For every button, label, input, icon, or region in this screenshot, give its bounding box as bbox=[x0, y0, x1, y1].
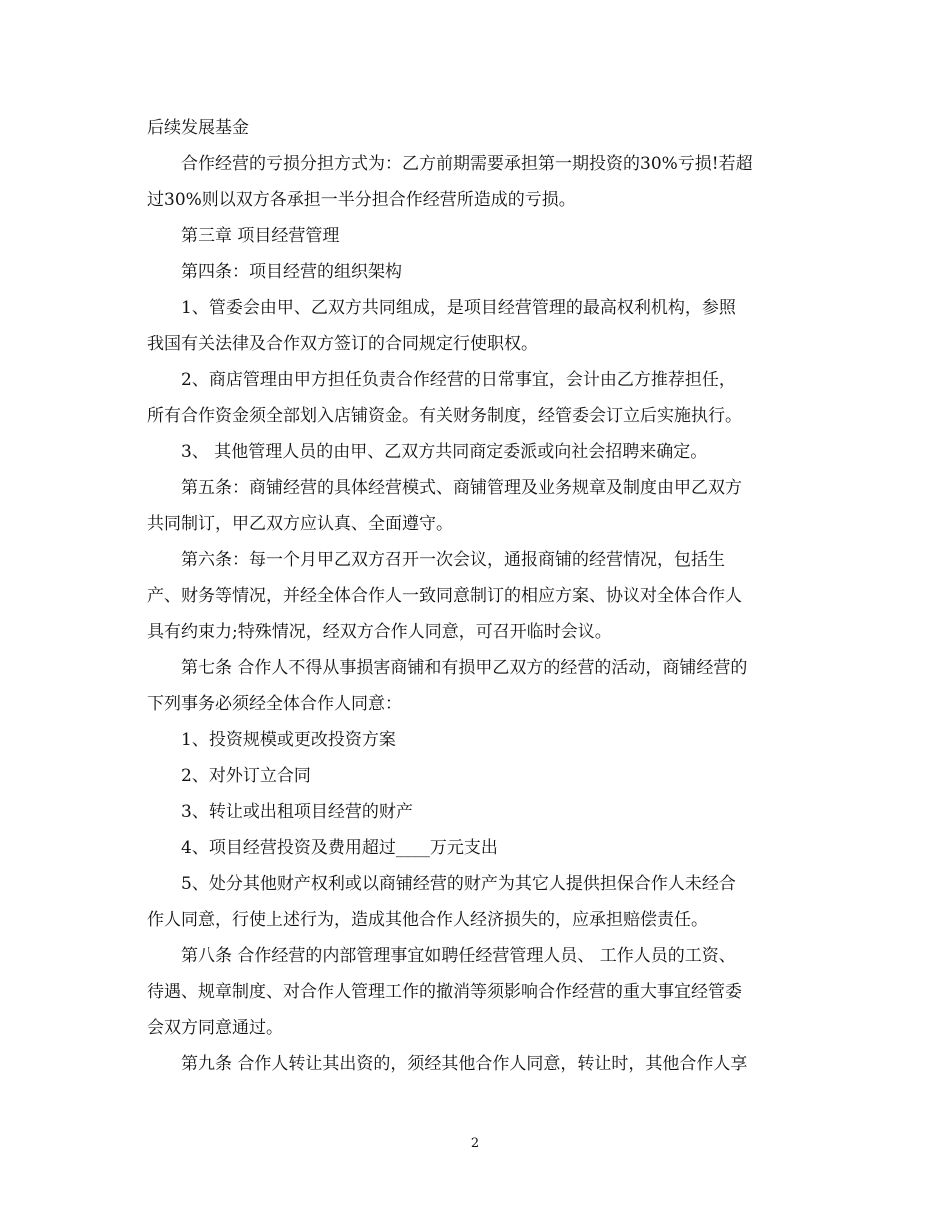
text-line: 我国有关法律及合作双方签订的合同规定行使职权。 bbox=[147, 334, 538, 354]
text-line: 第七条 合作人不得从事损害商铺和有损甲乙双方的经营的活动，商铺经营的 bbox=[181, 658, 748, 678]
article-heading: 第四条：项目经营的组织架构 bbox=[181, 262, 402, 282]
text-line: 第八条 合作经营的内部管理事宜如聘任经营管理人员、 工作人员的工资、 bbox=[181, 946, 736, 966]
text-line: 所有合作资金须全部划入店铺资金。有关财务制度，经管委会订立后实施执行。 bbox=[147, 406, 742, 426]
text-line: 共同制订，甲乙双方应认真、全面遵守。 bbox=[147, 514, 453, 534]
text-line: 后续发展基金 bbox=[147, 118, 249, 138]
text-line: 过30%则以双方各承担一半分担合作经营所造成的亏损。 bbox=[147, 190, 576, 210]
list-item: 3、转让或出租项目经营的财产 bbox=[181, 802, 413, 822]
list-item: 5、处分其他财产权利或以商铺经营的财产为其它人提供担保合作人未经合 bbox=[181, 874, 736, 894]
text-line: 待遇、规章制度、对合作人管理工作的撤消等须影响合作经营的重大事宜经管委 bbox=[147, 982, 742, 1002]
text-line: 会双方同意通过。 bbox=[147, 1018, 283, 1038]
text-line: 2、商店管理由甲方担任负责合作经营的日常事宜，会计由乙方推荐担任， bbox=[181, 370, 736, 390]
text-line: 第九条 合作人转让其出资的，须经其他合作人同意，转让时，其他合作人享 bbox=[181, 1054, 748, 1074]
document-body bbox=[147, 110, 807, 1082]
text-line: 具有约束力;特殊情况，经双方合作人同意，可召开临时会议。 bbox=[147, 622, 612, 642]
text-line: 3、 其他管理人员的由甲、乙双方共同商定委派或向社会招聘来确定。 bbox=[181, 442, 708, 462]
text-line: 产、财务等情况，并经全体合作人一致同意制订的相应方案、协议对全体合作人 bbox=[147, 586, 742, 606]
list-item: 4、项目经营投资及费用超过____万元支出 bbox=[181, 838, 498, 858]
text-line: 下列事务必须经全体合作人同意： bbox=[147, 694, 402, 714]
list-item: 1、投资规模或更改投资方案 bbox=[181, 730, 396, 750]
text-line: 第六条：每一个月甲乙双方召开一次会议，通报商铺的经营情况，包括生 bbox=[181, 550, 725, 570]
text-line: 作人同意，行使上述行为，造成其他合作人经济损失的，应承担赔偿责任。 bbox=[147, 910, 708, 930]
text-line: 第五条：商铺经营的具体经营模式、商铺管理及业务规章及制度由甲乙双方 bbox=[181, 478, 742, 498]
page-number: 2 bbox=[470, 1136, 480, 1151]
text-line: 1、管委会由甲、乙双方共同组成，是项目经营管理的最高权利机构，参照 bbox=[181, 298, 736, 318]
chapter-heading: 第三章 项目经营管理 bbox=[181, 226, 340, 246]
text-line: 合作经营的亏损分担方式为：乙方前期需要承担第一期投资的30%亏损!若超 bbox=[181, 154, 753, 174]
list-item: 2、对外订立合同 bbox=[181, 766, 311, 786]
